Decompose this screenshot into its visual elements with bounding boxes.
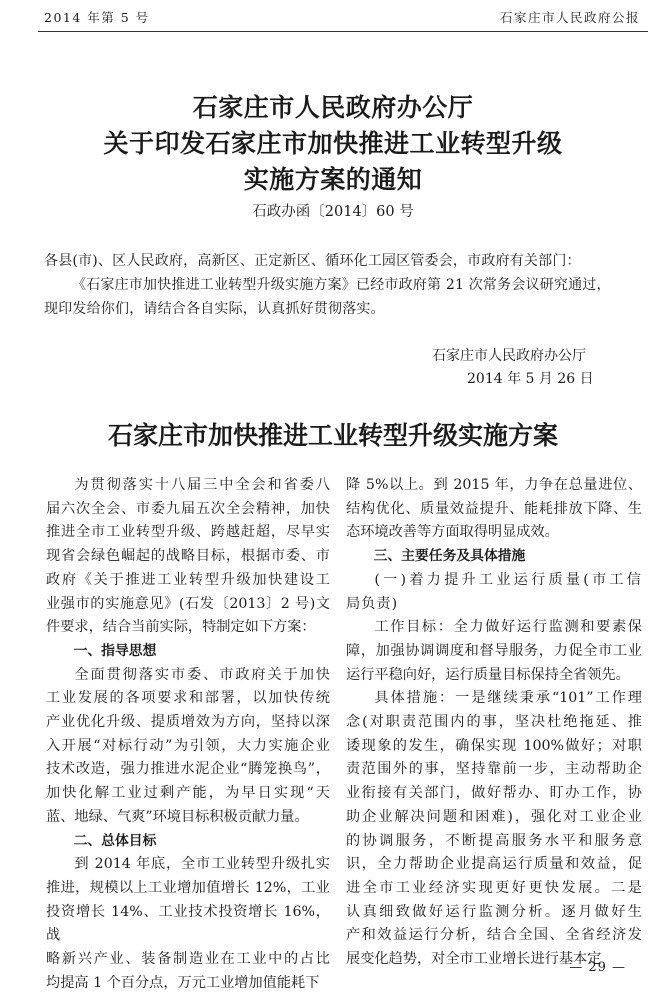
paragraph-line: 现省会绿色崛起的战略目标，根据市委、市 <box>46 548 330 565</box>
paragraph-line: 责范围外的事，坚持靠前一步，主动帮助企 <box>346 761 642 778</box>
right-column <box>346 474 642 972</box>
paragraph-line: 业强市的实施意见》(石发〔2013〕2 号)文 <box>46 595 330 612</box>
paragraph-line: 具体措施：一是继续秉承“101”工作理 <box>374 690 642 707</box>
signature-date: 2014 年 5 月 26 日 <box>467 371 594 387</box>
paragraph-line: 运行平稳向好，运行质量目标保持全省领先。 <box>346 666 630 683</box>
paragraph-line: 态环境改善等方面取得明显成效。 <box>346 524 559 541</box>
publication-name: 石家庄市人民政府公报 <box>499 10 640 25</box>
paragraph-line: 件要求，结合当前实际，特制定如下方案： <box>46 619 316 636</box>
paragraph-line: 蓝、地绿、气爽”环境目标积极贡献力量。 <box>46 808 309 825</box>
paragraph-line: 加快化解工业过剩产能，为早日实现“天 <box>46 785 330 802</box>
recipients: 各县(市)、区人民政府，高新区、正定新区、循环化工园区管委会，市政府有关部门： <box>44 253 581 269</box>
paragraph-line: 全面贯彻落实市委、市政府关于加快 <box>74 666 330 683</box>
left-column <box>46 474 330 995</box>
paragraph-line: 的协调服务，不断提高服务水平和服务意 <box>346 832 642 849</box>
paragraph-line: 障，加强协调调度和督导服务，力促全市工业 <box>346 642 642 659</box>
paragraph-line: 诿现象的发生，确保实现 100%做好；对职 <box>346 737 642 754</box>
paragraph-line: 推进，规模以上工业增加值增长 12%，工业 <box>46 879 330 896</box>
paragraph-line: 略新兴产业、装备制造业在工业中的占比 <box>46 951 330 968</box>
section-heading: 三、主要任务及具体措施 <box>373 548 526 565</box>
section-heading: 一、指导思想 <box>73 642 157 659</box>
paragraph-line: 识，全力帮助企业提高运行质量和效益，促 <box>346 856 642 873</box>
notice-title-line-1: 石家庄市人民政府办公厅 <box>192 93 474 122</box>
paragraph-line: 技术改造，强力推进水泥企业“腾笼换鸟”， <box>46 761 330 778</box>
paragraph-line: 认真细致做好运行监测分析。逐月做好生 <box>346 903 642 920</box>
notice-title-line-2: 关于印发石家庄市加快推进工业转型升级 <box>103 129 563 158</box>
paragraph-line: 助企业解决问题和困难)，强化对工业企业 <box>346 808 642 825</box>
paragraph-line: 届六次全会、市委九届五次全会精神，加快 <box>46 500 330 517</box>
issue-label: 2014 年第 5 号 <box>44 10 150 25</box>
page-number: — 29 — <box>569 960 626 975</box>
paragraph-line: 产业优化升级、提质增效为方向，坚持以深 <box>46 714 330 731</box>
paragraph-line: 推进全市工业转型升级、跨越赶超，尽早实 <box>46 524 330 541</box>
notice-body-line-2: 现印发给你们，请结合各自实际，认真抓好贯彻落实。 <box>44 301 385 317</box>
paragraph-line: 降 5%以上。到 2015 年，力争在总量进位、 <box>346 477 642 493</box>
subsection-heading-line: 局负责) <box>346 595 399 612</box>
signature: 石家庄市人民政府办公厅 <box>432 348 586 364</box>
page-header <box>0 0 666 34</box>
section-heading: 二、总体目标 <box>73 832 157 849</box>
paragraph-line: 进全市工业经济实现更好更快发展。二是 <box>346 879 642 896</box>
paragraph-line: 到 2014 年底，全市工业转型升级扎实 <box>74 856 330 873</box>
paragraph-line: 业衔接有关部门，做好帮办、盯办工作，协 <box>346 785 642 802</box>
plan-title: 石家庄市加快推进工业转型升级实施方案 <box>107 421 558 450</box>
document-number: 石政办函〔2014〕60 号 <box>252 204 414 220</box>
paragraph-line: 工业发展的各项要求和部署，以加快传统 <box>46 690 330 707</box>
paragraph-line: 政府《关于推进工业转型升级加快建设工 <box>46 571 330 588</box>
paragraph-line: 投资增长 14%、工业技术投资增长 16%，战 <box>46 903 330 944</box>
paragraph-line: 为贯彻落实十八届三中全会和省委八 <box>74 477 330 493</box>
subsection-heading-line: (一)着力提升工业运行质量(市工信 <box>374 571 642 588</box>
notice-body-line-1: 《石家庄市加快推进工业转型升级实施方案》已经市政府第 21 次常务会议研究通过， <box>72 277 611 293</box>
paragraph-line: 工作目标：全力做好运行监测和要素保 <box>374 619 642 636</box>
paragraph-line: 展变化趋势，对全市工业增长进行基本定 <box>346 951 602 968</box>
paragraph-line: 念(对职责范围内的事，坚决杜绝拖延、推 <box>346 714 642 731</box>
paragraph-line: 均提高 1 个百分点，万元工业增加值能耗下 <box>46 974 320 991</box>
notice-title-line-3: 实施方案的通知 <box>243 165 423 194</box>
paragraph-line: 结构优化、质量效益提升、能耗排放下降、生 <box>346 500 642 517</box>
paragraph-line: 入开展“对标行动”为引领，大力实施企业 <box>46 737 330 754</box>
header-divider <box>38 31 648 32</box>
paragraph-line: 产和效益运行分析，结合全国、全省经济发 <box>346 927 642 944</box>
